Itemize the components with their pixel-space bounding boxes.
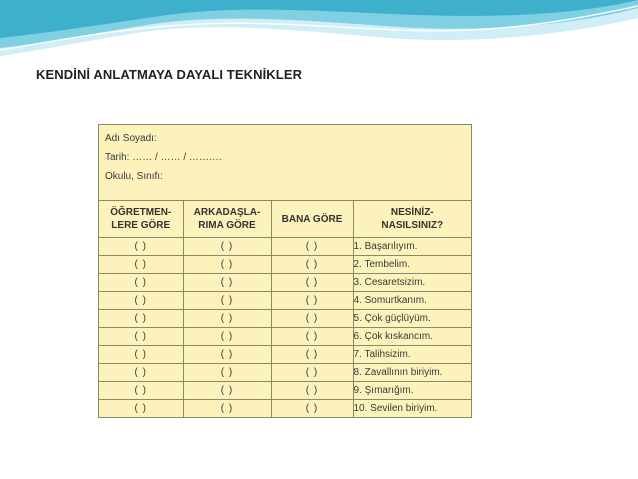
form-info-block [99,125,471,200]
header-teachers [99,201,183,238]
checkbox-friends[interactable]: ( ) [183,274,271,292]
school-class-field-label: Okulu, Sınıfı: [105,171,163,182]
header-friends-line1: ARKADAŞLA- [193,207,261,218]
statement-label: 1. Başarılıyım. [353,238,471,256]
checkbox-friends[interactable]: ( ) [183,310,271,328]
header-teachers-line1: ÖĞRETMEN- [110,207,172,218]
statement-label: 5. Çok güçlüyüm. [353,310,471,328]
checkbox-teachers[interactable]: ( ) [99,310,183,328]
checkbox-self[interactable]: ( ) [271,400,353,418]
header-self [271,201,353,238]
checkbox-friends[interactable]: ( ) [183,400,271,418]
header-teachers-line2: LERE GÖRE [111,220,171,231]
checkbox-teachers[interactable]: ( ) [99,364,183,382]
checkbox-teachers[interactable]: ( ) [99,292,183,310]
checkbox-friends[interactable]: ( ) [183,346,271,364]
name-field-label: Adı Soyadı: [105,133,157,144]
checkbox-self[interactable]: ( ) [271,382,353,400]
header-friends [183,201,271,238]
statement-label: 4. Somurtkanım. [353,292,471,310]
checkbox-teachers[interactable]: ( ) [99,400,183,418]
header-how-line1: NESİNİZ- [390,207,434,218]
statement-label: 3. Cesaretsizim. [353,274,471,292]
statement-label: 7. Talihsizim. [353,346,471,364]
checkbox-self[interactable]: ( ) [271,238,353,256]
checkbox-friends[interactable]: ( ) [183,364,271,382]
table-row [99,364,471,382]
checkbox-self[interactable]: ( ) [271,328,353,346]
checkbox-friends[interactable]: ( ) [183,238,271,256]
checkbox-self[interactable]: ( ) [271,274,353,292]
table-row [99,346,471,364]
table-row [99,400,471,418]
checkbox-self[interactable]: ( ) [271,256,353,274]
self-report-form [98,124,472,418]
checkbox-self[interactable]: ( ) [271,346,353,364]
header-self-line1: BANA GÖRE [281,213,343,225]
header-how-line2: NASILSINIZ? [381,220,444,231]
checkbox-teachers[interactable]: ( ) [99,382,183,400]
header-friends-line2: RIMA GÖRE [198,220,256,231]
checkbox-teachers[interactable]: ( ) [99,328,183,346]
checkbox-teachers[interactable]: ( ) [99,274,183,292]
checkbox-teachers[interactable]: ( ) [99,238,183,256]
table-row [99,238,471,256]
checkbox-teachers[interactable]: ( ) [99,346,183,364]
header-wave-decoration [0,0,638,60]
checkbox-friends[interactable]: ( ) [183,256,271,274]
statement-label: 6. Çok kıskancım. [353,328,471,346]
statement-label: 8. Zavallının biriyim. [353,364,471,382]
table-row [99,274,471,292]
table-header-row [99,201,471,238]
checkbox-teachers[interactable]: ( ) [99,256,183,274]
slide-title: KENDİNİ ANLATMAYA DAYALI TEKNİKLER [36,67,303,82]
date-field-label: Tarih: …… / …… / ………. [105,152,222,163]
checkbox-self[interactable]: ( ) [271,364,353,382]
header-how-are-you [353,201,471,238]
statement-label: 2. Tembelim. [353,256,471,274]
checkbox-friends[interactable]: ( ) [183,292,271,310]
checkbox-self[interactable]: ( ) [271,310,353,328]
table-row [99,292,471,310]
checkbox-friends[interactable]: ( ) [183,382,271,400]
rating-table [99,200,471,417]
table-row [99,382,471,400]
table-row [99,328,471,346]
checkbox-friends[interactable]: ( ) [183,328,271,346]
table-row [99,310,471,328]
table-row [99,256,471,274]
statement-label: 10. Sevilen biriyim. [353,400,471,418]
checkbox-self[interactable]: ( ) [271,292,353,310]
statement-label: 9. Şımarığım. [353,382,471,400]
